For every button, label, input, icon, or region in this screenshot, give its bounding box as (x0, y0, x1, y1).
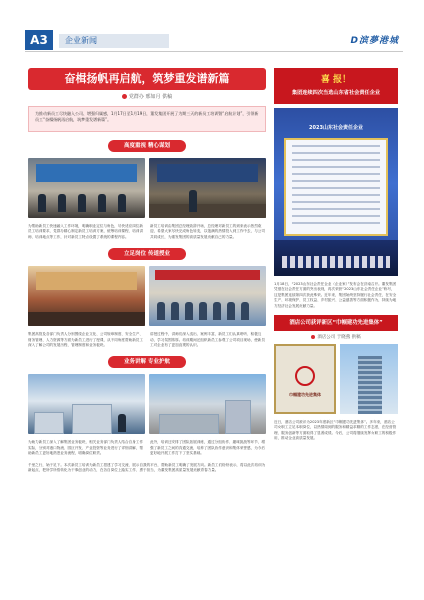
masthead-logo: D滨夢港城 (350, 36, 399, 46)
training-classroom-photo (28, 158, 145, 218)
building-shape (72, 404, 112, 434)
award-list-panel (284, 138, 388, 236)
panel-line (292, 152, 380, 154)
hotel-building-photo (340, 344, 398, 414)
person-figure (199, 302, 207, 320)
text-block-1 (28, 224, 266, 240)
person-figure (98, 194, 106, 212)
main-article (28, 68, 266, 473)
panel-line (292, 166, 380, 168)
byline-text: 酒店公司 于晓燕 供稿 (317, 335, 361, 341)
paragraph: 此外，培训还安排了团队拓展训练，通过分组协作、趣味挑战等环节，增强了新员工之间的沟通交流，培养了团队协作意识和集体荣誉感，为今后更好地开展工作打下了坚实基础。 (150, 440, 265, 456)
good-news-banner (274, 68, 398, 104)
article-title: 奋楫扬帆再启航，筑梦重发谱新篇 (28, 68, 266, 90)
port-photo (149, 374, 266, 434)
red-banner (155, 270, 260, 280)
person-figure (58, 194, 66, 212)
person-figure (157, 302, 165, 320)
warehouse-shape (159, 414, 219, 434)
photo-row-1 (28, 158, 266, 218)
subheading-3: 业务讲解 专业护航 (108, 356, 186, 368)
award-plaque-image (274, 344, 336, 414)
panel-line (292, 215, 380, 217)
award-ceremony-photo (274, 108, 398, 276)
good-news-exclaim: 喜 报！ (320, 75, 352, 85)
panel-line (292, 180, 380, 182)
paragraph: 为帮助新员工快速融入工作环境，明确职业定位与角色，尽快适应岗位新员工培训要求，党群办精心制定新员工培训方案，统筹培训课程、培训讲师、培训地点等工作，针对新员工特点设置了系统的课程内容。 (28, 224, 143, 239)
hotel-byline (274, 334, 398, 340)
person-figure (241, 302, 249, 320)
panel-line (292, 159, 380, 161)
seal-icon (295, 366, 315, 386)
panel-line (292, 173, 380, 175)
award-title: 2023山东社会责任企业 (309, 125, 363, 131)
person-figure (38, 194, 46, 212)
panel-line (292, 208, 380, 210)
person-figure (185, 302, 193, 320)
stage-area (274, 240, 398, 276)
panel-line (292, 222, 380, 224)
section-name: 企业新闻 (59, 34, 169, 48)
plaque-text: 巾帼建功先进集体 (289, 392, 321, 398)
site-visit-photo (28, 374, 145, 434)
building-shape (34, 412, 64, 434)
audience-rows (28, 312, 145, 326)
text-block-2 (28, 332, 266, 348)
article-lead: 为推动新员工尽快融入公司、增强归属感，1月17日至1月19日，董发集团开展了为期三天的新员工培训暨“启航计划”，引领新员工“奋楫扬帆再启航，筑梦重发谱新篇”。 (28, 106, 266, 132)
award-article-text: 1月18日，“2023山东社会责任企业（企业家）”发布会在济南召开。董发集团凭借在社会责任方面的突出表现，再次荣获“2023山东社会责任企业”称号，这是集团连续第四次获此殊荣。近年来，集团始终坚持履行社会责任，在安全生产、环境保护、员工权益、乡村振兴、公益慈善等方面积极作为，持续为地方经济社会发展贡献力量。 (274, 282, 397, 308)
hotel-award-banner: 酒店公司获评新区“巾帼建功先进集体” (274, 315, 398, 331)
paragraph: 集团高管及各部门负责人分别围绕企业文化、公司规章制度、安全生产、财务管理、人力资源等方面为新员工进行了授课，从不同角度帮助新员工深入了解公司的发展历程、管理制度和业务板块。 (28, 332, 143, 348)
subheading-2: 立足岗位 传道授业 (108, 248, 186, 260)
article-byline (28, 93, 266, 100)
paragraph: 讲授过程中，讲师们深入浅出、案例丰富，新员工们认真聆听、积极互动，学习氛围浓厚。培训期间还组织新员工参观了公司项目现场，使新员工对企业有了更加直观的认识。 (150, 332, 265, 348)
person-figure (227, 302, 235, 320)
hotel-article-text: 近日，酒店公司被评为2023年度新区“巾帼建功先进集体”。多年来，酒店公司女职工立足本职岗位，以热情周到的服务和精益求精的工作态度，在经营管理、服务创新等方面取得了显著成绩。今后，公司将继续发挥女职工的积极作用，推动企业高质量发展。 (274, 420, 397, 441)
person-figure (118, 194, 126, 212)
byline-dot-icon (311, 335, 315, 339)
paragraph: 新员工培训由集团总经理致辞开场，总经理对新员工的到来表示热烈欢迎，希望大家尽快完成角色转变，以饱满的热情投入到工作中去，与公司共同成长，为重发集团的高质量发展贡献自己的力量。 (150, 224, 265, 239)
person-figure (213, 302, 221, 320)
person-figure (171, 302, 179, 320)
panel-line (292, 201, 380, 203)
person-figure (78, 194, 86, 212)
stage-backdrop (157, 164, 258, 182)
lecture-screen (36, 272, 137, 290)
paragraph: 为助力新员工深入了解集团业务板块，相关业务部门负责人结合自身工作实际，分别对港口物流、园区开发、产业投资等业务进行了详细讲解，帮助新员工更好地熟悉业务流程，明确岗位职责。 (28, 440, 143, 456)
speaker-figure (189, 190, 197, 212)
panel-line (292, 187, 380, 189)
page-header (25, 30, 403, 52)
panel-line (292, 145, 380, 147)
closing-paragraph: 千里之行，始于足下。本次新员工培训为新员工搭建了学习交流、展示自我的平台，帮助新员工明确了发展方向。新员工们纷纷表示，将以此次培训为新起点，把所学所悟转化为干事创业的动力，在各自岗位上踏实工作、勇于担当，为董发集团高质量发展贡献青春力量。 (28, 462, 266, 473)
projector-screen (36, 164, 137, 182)
text-block-3 (28, 440, 266, 456)
subheading-1: 高度重视 精心谋划 (108, 140, 186, 152)
photo-row-2 (28, 266, 266, 326)
meeting-table (149, 204, 266, 218)
hotel-tower-shape (358, 356, 382, 414)
panel-line (292, 194, 380, 196)
lecture-photo (28, 266, 145, 326)
hotel-photos (274, 344, 398, 414)
byline-text: 党群办 邢如月 供稿 (128, 94, 173, 100)
byline-dot-icon (122, 94, 127, 99)
speech-photo (149, 158, 266, 218)
photo-row-3 (28, 374, 266, 434)
building-shape (225, 400, 251, 434)
group-photo (149, 266, 266, 326)
page-number: A3 (25, 30, 53, 50)
good-news-title: 集团连续四次当选山东省社会责任企业 (291, 90, 381, 96)
right-column (274, 68, 398, 442)
person-figure (118, 414, 126, 432)
awardee-row (282, 256, 390, 268)
